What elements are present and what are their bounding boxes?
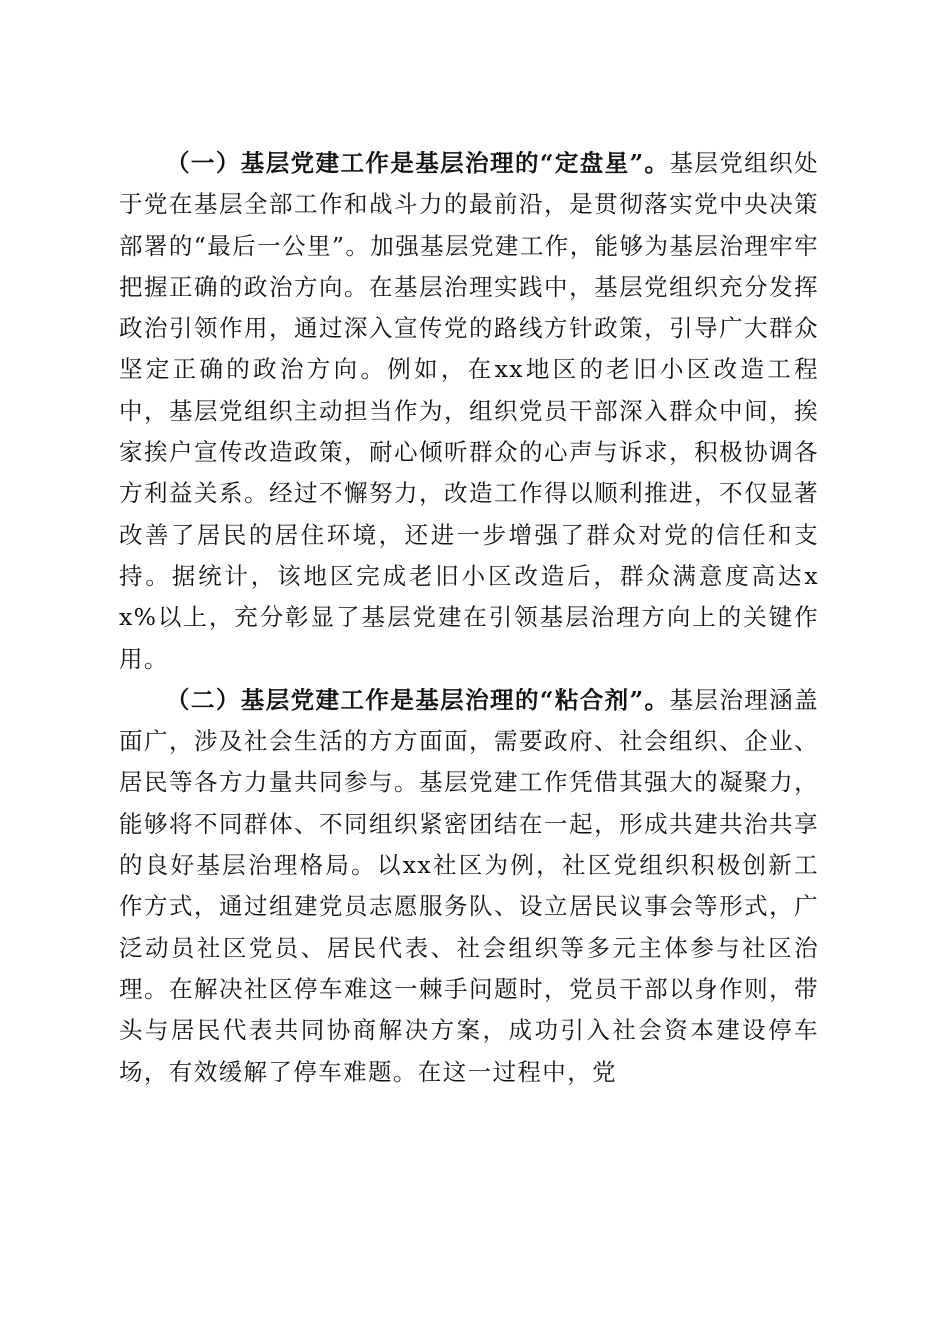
paragraph-2-body: 基层治理涵盖面广，涉及社会生活的方方面面，需要政府、社会组织、企业、居民等各方力量共同参与。基层党建工作凭借其强大的凝聚力，能够将不同群体、不同组织紧密团结在一起，形成共建共治共享的良好基层治理格局。以xx社区为例，社区党组织积极创新工作方式，通过组建党员志愿服务队、设立居民议事会等形式，广泛动员社区党员、居民代表、社会组织等多元主体参与社区治理。在解决社区停车难这一棘手问题时，党员干部以身作则，带头与居民代表共同协商解决方案，成功引入社会资本建设停车场，有效缓解了停车难题。在这一过程中，党	[119, 685, 819, 1086]
paragraph-1-body: 基层党组织处于党在基层全部工作和战斗力的最前沿，是贯彻落实党中央决策部署的“最后一公里”。加强基层党建工作，能够为基层治理牢牢把握正确的政治方向。在基层治理实践中，基层党组织充分发挥政治引领作用，通过深入宣传党的路线方针政策，引导广大群众坚定正确的政治方向。例如，在xx地区的老旧小区改造工程中，基层党组织主动担当作为，组织党员干部深入群众中间，挨家挨户宣传改造政策，耐心倾听群众的心声与诉求，积极协调各方利益关系。经过不懈努力，改造工作得以顺利推进，不仅显著改善了居民的居住环境，还进一步增强了群众对党的信任和支持。据统计，该地区完成老旧小区改造后，群众满意度高达xx%以上，充分彰显了基层党建在引领基层治理方向上的关键作用。	[119, 149, 819, 673]
document-body	[119, 143, 819, 1093]
paragraph-1	[119, 143, 819, 680]
paragraph-2-heading: （二）基层党建工作是基层治理的“粘合剂”。	[166, 685, 670, 714]
paragraph-1-heading: （一）基层党建工作是基层治理的“定盘星”。	[166, 149, 670, 177]
paragraph-2	[119, 680, 819, 1093]
